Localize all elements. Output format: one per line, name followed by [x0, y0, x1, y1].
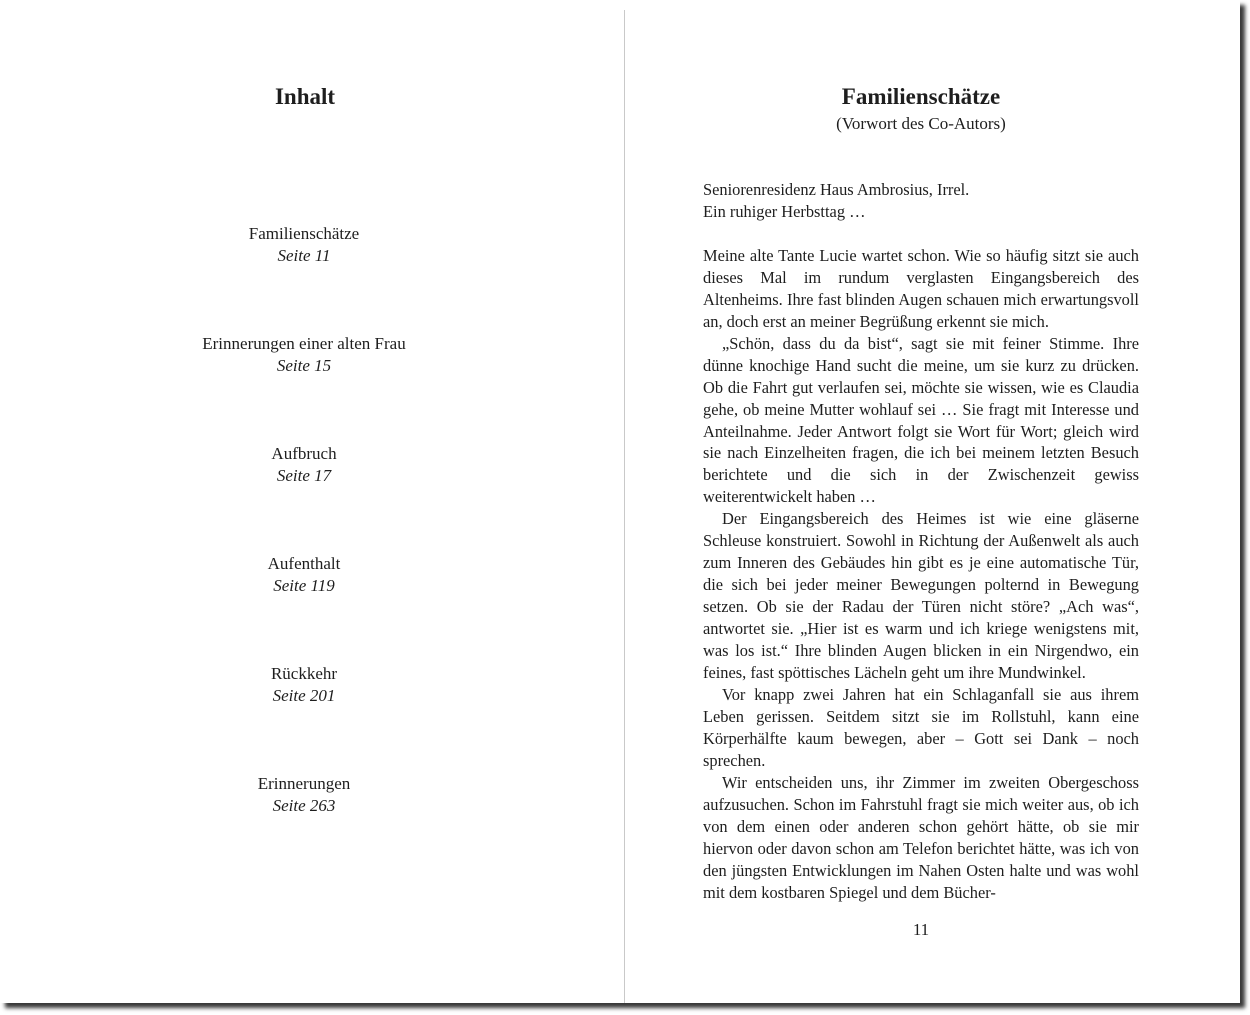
chapter-body [703, 179, 1139, 904]
contents-title: Inhalt [274, 84, 336, 109]
place-line: Ein ruhiger Herbsttag … [703, 201, 866, 221]
toc-entry[interactable] [0, 553, 608, 597]
gutter-divider [624, 10, 625, 1003]
chapter-title: Familienschätze [841, 84, 1001, 109]
paragraph: Wir entscheiden uns, ihr Zimmer im zweiten Obergeschoss aufzusuchen. Schon im Fahrstuhl fragt sie mich weiter aus, ob ich von dem einen oder anderen schon gehört hätte, ob sie mir hiervon oder davon schon am Telefon berichtet hätte, was ich von den jüngsten Entwicklungen im Nahen Osten halte und was wohl mit dem kostbaren Spiegel und dem Bücher- [703, 772, 1139, 902]
toc-entry[interactable] [0, 773, 608, 817]
paragraph: „Schön, dass du da bist“, sagt sie mit feiner Stimme. Ihre dünne knochige Hand sucht die meine, um sie kurz zu drücken. Ob die Fahrt gut verlaufen sei, möchte sie wissen, wie es Claudia gehe, ob meine Mutter wohlauf sei … Sie fragt mit Interesse und Anteilnahme. Jeder Antwort folgt sie Wort für Wort; gleich wird sie nach Einzelheiten fragen, die ich bei meinem letzten Besuch berichtete und die sich in der Zwischenzeit gewiss weiterentwickelt haben … [703, 333, 1139, 507]
toc-entry-title: Aufbruch [271, 444, 337, 463]
toc-entry[interactable] [0, 333, 608, 377]
paragraph: Vor knapp zwei Jahren hat ein Schlaganfall sie aus ihrem Leben gerissen. Seitdem sitzt sie im Rollstuhl, kann eine Körperhälfte kaum bewegen, aber – Gott sei Dank – noch sprechen. [703, 684, 1139, 770]
toc-entry[interactable] [0, 443, 608, 487]
toc-entry-title: Familienschätze [248, 224, 360, 243]
toc-entry-page: Seite 17 [276, 466, 332, 485]
chapter-page [626, 0, 1240, 1003]
toc-entry-page: Seite 201 [272, 686, 336, 705]
toc-entry-page: Seite 11 [277, 246, 331, 265]
toc-entry-page: Seite 263 [272, 796, 336, 815]
place-line: Seniorenresidenz Haus Ambrosius, Irrel. [703, 180, 970, 199]
paragraph: Meine alte Tante Lucie wartet schon. Wie so häufig sitzt sie auch dieses Mal im rundum verglasten Eingangsbereich des Altenheims. Ihre fast blinden Augen schauen mich erwartungsvoll an, doch erst an meiner Begrüßung erkennt sie mich. [703, 245, 1139, 331]
toc-entry-page: Seite 119 [273, 576, 335, 595]
contents-page [0, 0, 624, 1003]
toc-entry-title: Aufenthalt [267, 554, 341, 573]
chapter-subtitle: (Vorwort des Co-Autors) [836, 114, 1006, 133]
toc-entry-title: Erinnerungen [257, 774, 351, 793]
toc-entry-title: Rückkehr [270, 664, 338, 683]
page-number: 11 [912, 920, 930, 939]
toc-entry-title: Erinnerungen einer alten Frau [202, 334, 406, 353]
toc-entry-page: Seite 15 [276, 356, 332, 375]
toc-entry[interactable] [0, 223, 608, 267]
paragraph: Der Eingangsbereich des Heimes ist wie eine gläserne Schleuse konstruiert. Sowohl in Richtung der Außenwelt als auch zum Inneren des Gebäudes hin gibt es je eine automatische Tür, die sich bei jeder meiner Bewegungen polternd in Bewegung setzen. Ob sie der Radau der Türen nicht störe? „Ach was“, antwortet sie. „Hier ist es warm und ich kriege wenigstens mit, was los ist.“ Ihre blinden Augen blicken in ein Nirgendwo, ein feines, fast spöttisches Lächeln geht um ihre Mundwinkel. [703, 509, 1139, 683]
toc-entry[interactable] [0, 663, 608, 707]
